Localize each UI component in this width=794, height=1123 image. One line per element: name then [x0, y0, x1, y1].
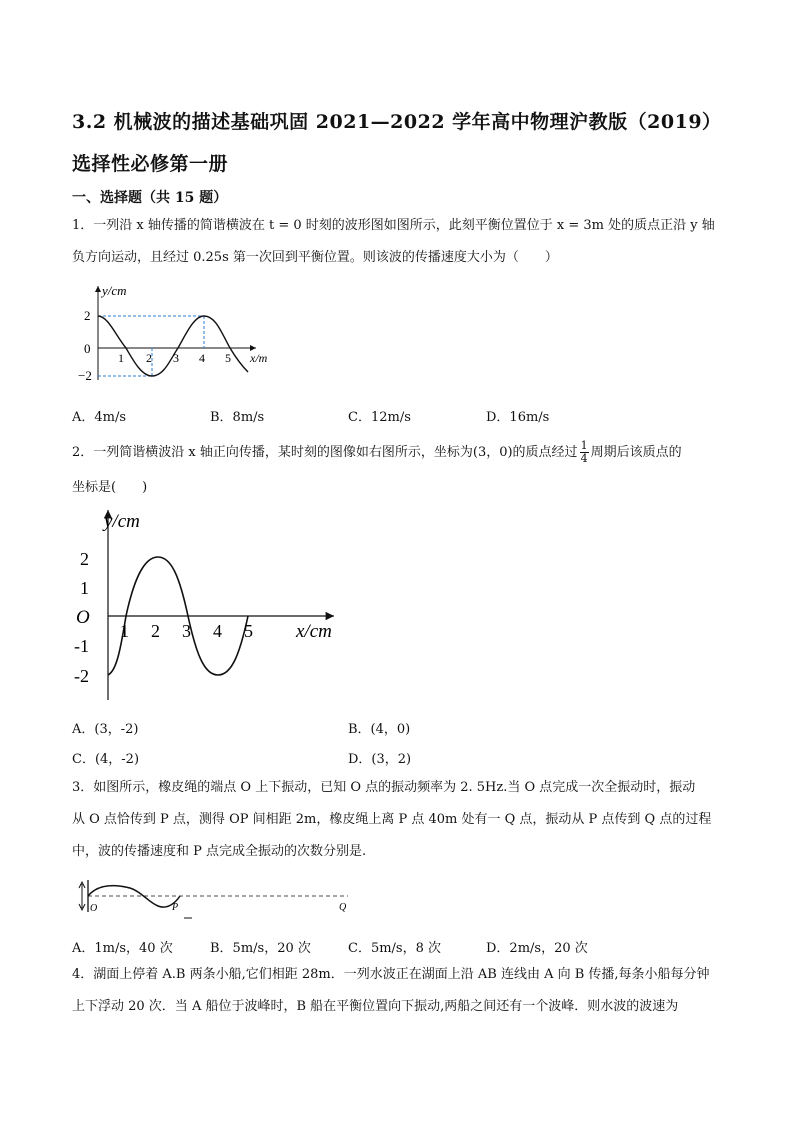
q1-ytick-neg: −2: [78, 368, 92, 383]
section-heading: 一、选择题（共 15 题）: [72, 190, 228, 206]
q2-ylabel: y/cm: [104, 511, 140, 532]
q1-xtick-4: 4: [199, 351, 205, 365]
q2-text-post: 周期后该质点的: [590, 445, 682, 460]
q2-xtick-4: 4: [213, 621, 222, 641]
q3-rope-figure: [72, 874, 362, 930]
doc-title-line1: 3.2 机械波的描述基础巩固 2021—2022 学年高中物理沪教版（2019）: [72, 111, 722, 133]
q2-text-pre: 2．一列简谐横波沿 x 轴正向传播，某时刻的图像如右图所示，坐标为(3，0)的质点经过: [72, 445, 578, 460]
q3-label-q: Q: [339, 902, 347, 913]
q1-xtick-5: 5: [225, 351, 231, 365]
q2-wave-figure: [72, 505, 372, 705]
q2-text-line1: [72, 440, 682, 465]
q3-option-b[interactable]: B．5m/s，20 次: [210, 941, 311, 956]
q2-origin: O: [76, 607, 90, 628]
q2-frac-den: 4: [580, 452, 588, 465]
q2-xtick-1: 1: [120, 621, 129, 641]
q1-xtick-2: 2: [146, 351, 152, 365]
q3-option-d[interactable]: D．2m/s，20 次: [486, 941, 588, 956]
q1-text-line2: 负方向运动，且经过 0.25s 第一次回到平衡位置。则该波的传播速度大小为（ ）: [72, 250, 558, 265]
q2-ytick-2: 2: [80, 549, 89, 569]
q2-xlabel: x/cm: [296, 621, 332, 642]
q2-ytick-neg2: -2: [74, 666, 89, 686]
q1-ylabel: y/cm: [102, 283, 127, 298]
q1-origin: 0: [84, 341, 91, 356]
q3-label-p: P: [172, 902, 179, 913]
q4-text-line2: 上下浮动 20 次．当 A 船位于波峰时，B 船在平衡位置向下振动,两船之间还有一个波峰．则水波的波速为: [72, 999, 679, 1014]
q2-option-d[interactable]: D．(3，2): [348, 752, 412, 767]
q3-text-line3: 中，波的传播速度和 P 点完成全振动的次数分别是.: [72, 844, 367, 859]
q1-option-a[interactable]: A．4m/s: [72, 410, 127, 425]
q2-text-line2: 坐标是( ): [72, 480, 148, 495]
q2-frac-num: 1: [580, 439, 588, 452]
q3-label-o: O: [90, 903, 98, 914]
doc-title-line2: 选择性必修第一册: [72, 153, 229, 175]
q1-xlabel: x/m: [250, 351, 268, 365]
q3-text-line2: 从 O 点恰传到 P 点，测得 OP 间相距 2m，橡皮绳上离 P 点 40m 处有一 Q 点，振动从 P 点传到 Q 点的过程: [72, 812, 712, 827]
q1-ytick-pos: 2: [84, 308, 91, 323]
q1-option-c[interactable]: C．12m/s: [348, 410, 411, 425]
q1-text-line1: 1．一列沿 x 轴传播的简谐横波在 t = 0 时刻的波形图如图所示，此刻平衡位置位于 x = 3m 处的质点正沿 y 轴: [72, 218, 715, 233]
q2-ytick-neg1: -1: [74, 636, 89, 656]
q1-wave-figure: [78, 280, 288, 390]
q2-xtick-3: 3: [182, 621, 191, 641]
q1-wave-curve: [98, 316, 248, 376]
q4-text-line1: 4．湖面上停着 A.B 两条小船,它们相距 28m．一列水波正在湖面上沿 AB 连线由 A 向 B 传播,每条小船每分钟: [72, 967, 710, 982]
q2-option-b[interactable]: B．(4，0): [348, 722, 411, 737]
q1-xtick-1: 1: [118, 351, 124, 365]
q2-option-c[interactable]: C．(4，-2): [72, 752, 140, 767]
q2-ytick-1: 1: [80, 578, 89, 598]
q1-option-d[interactable]: D．16m/s: [486, 410, 550, 425]
q1-xtick-3: 3: [173, 351, 179, 365]
q2-fraction: [580, 440, 589, 465]
q2-xtick-5: 5: [244, 621, 253, 641]
q1-option-b[interactable]: B．8m/s: [210, 410, 265, 425]
q2-option-a[interactable]: A．(3，-2): [72, 722, 139, 737]
q3-text-line1: 3．如图所示，橡皮绳的端点 O 上下振动，已知 O 点的振动频率为 2. 5Hz.当 O 点完成一次全振动时，振动: [72, 780, 696, 795]
q3-option-c[interactable]: C．5m/s，8 次: [348, 941, 441, 956]
q3-option-a[interactable]: A．1m/s，40 次: [72, 941, 173, 956]
q2-xtick-2: 2: [151, 621, 160, 641]
